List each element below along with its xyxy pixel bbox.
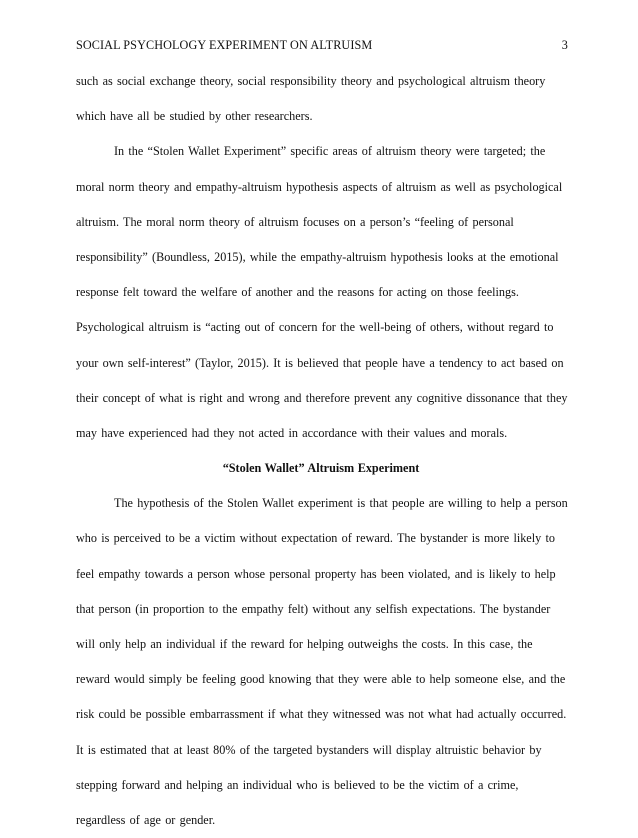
text-line: may have experienced had they not acted in accordance with their values and morals.: [76, 425, 508, 440]
section-heading: “Stolen Wallet” Altruism Experiment: [222, 461, 420, 476]
running-head: [76, 36, 568, 54]
text-line: stepping forward and helping an individual who is believed to be the victim of a crime,: [76, 777, 519, 792]
text-line: risk could be possible embarrassment if what they witnessed was not what had actually occurred.: [76, 707, 567, 722]
paragraph-continued: [76, 64, 566, 134]
text-line: It is estimated that at least 80% of the targeted bystanders will display altruistic behavior by: [76, 742, 542, 757]
text-line: that person (in proportion to the empathy felt) without any selfish expectations. The bystander: [76, 601, 551, 616]
text-line: such as social exchange theory, social responsibility theory and psychological altruism theory: [76, 74, 546, 88]
text-line: altruism. The moral norm theory of altruism focuses on a person’s “feeling of personal: [76, 214, 514, 229]
text-line: responsibility” (Boundless, 2015), while the empathy-altruism hypothesis looks at the emotional: [76, 249, 559, 264]
text-line: your own self-interest” (Taylor, 2015). It is believed that people have a tendency to act based on: [76, 355, 564, 370]
text-line: regardless of age or gender.: [76, 812, 216, 827]
paragraph-hypothesis: [76, 486, 566, 838]
text-line: response felt toward the welfare of another and the reasons for acting on those feelings.: [76, 285, 519, 300]
text-line: which have all be studied by other researchers.: [76, 109, 313, 124]
text-line: who is perceived to be a victim without expectation of reward. The bystander is more likely to: [76, 531, 555, 546]
text-line: their concept of what is right and wrong and therefore prevent any cognitive dissonance that they: [76, 390, 568, 405]
text-line: reward would simply be feeling good knowing that they were able to help someone else, and the: [76, 672, 566, 687]
page-number: 3: [561, 38, 568, 52]
text-line: In the “Stolen Wallet Experiment” specific areas of altruism theory were targeted; the: [114, 144, 546, 159]
text-line: feel empathy towards a person whose personal property has been violated, and is likely to help: [76, 566, 556, 581]
text-line: The hypothesis of the Stolen Wallet experiment is that people are willing to help a person: [114, 496, 568, 511]
paragraph-altruism-theory: [76, 134, 566, 451]
running-head-title: SOCIAL PSYCHOLOGY EXPERIMENT ON ALTRUISM: [76, 38, 373, 52]
body-text: [76, 64, 566, 838]
text-line: will only help an individual if the reward for helping outweighs the costs. In this case, the: [76, 637, 533, 651]
text-line: moral norm theory and empathy-altruism hypothesis aspects of altruism as well as psychological: [76, 179, 563, 194]
text-line: Psychological altruism is “acting out of concern for the well-being of others, without regard to: [76, 320, 554, 335]
